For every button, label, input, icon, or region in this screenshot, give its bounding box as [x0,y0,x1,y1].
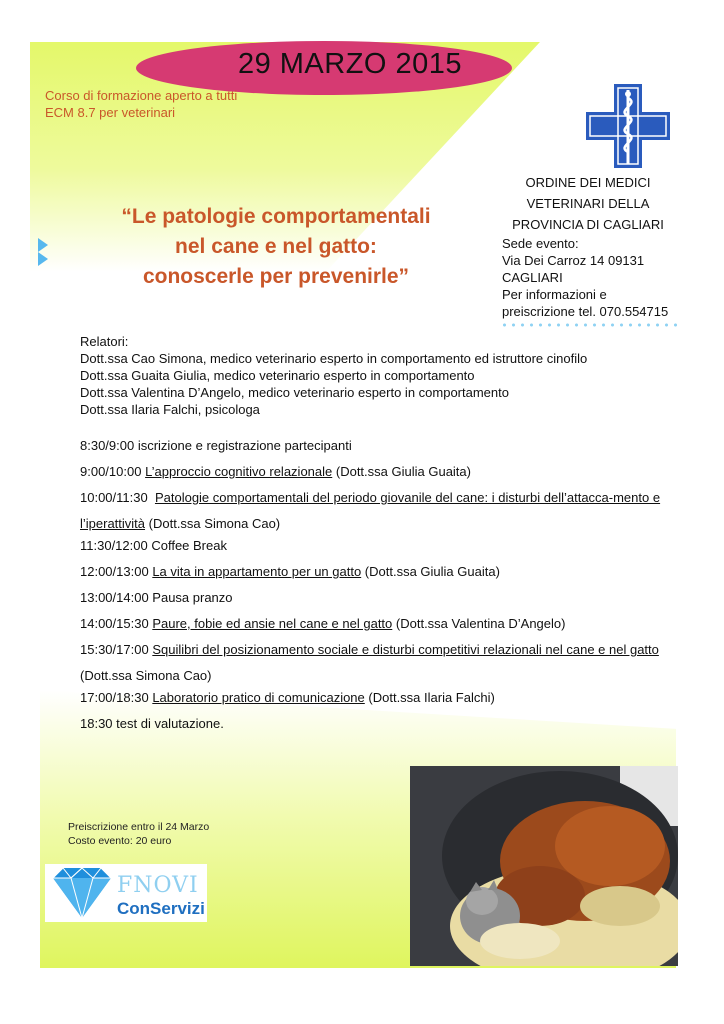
schedule-time: 13:00/14:00 [80,590,149,605]
fnovi-wordmark: FNOVI [117,873,199,898]
schedule-item [80,485,680,537]
event-date: 29 MARZO 2015 [237,48,463,80]
schedule-time: 10:00/11:30 [80,490,148,505]
schedule-time: 14:00/15:30 [80,616,149,631]
schedule-detail: (Dott.ssa Giulia Guaita) [332,464,471,479]
org-line-3: PROVINCIA DI CAGLIARI [512,217,664,232]
title-line-3: conoscerle per prevenirle” [142,265,410,288]
event-cost: Costo evento: 20 euro [68,835,172,847]
event-title [70,202,482,292]
schedule-item [80,537,680,563]
org-line-1: ORDINE DEI MEDICI [525,175,651,190]
course-line-2: ECM 8.7 per veterinari [45,105,176,120]
triangle-bullet-icon [38,252,48,266]
schedule-item [80,689,680,715]
venue-info-line: Per informazioni e [502,287,607,302]
org-line-2: VETERINARI DELLA [526,196,650,211]
schedule-topic: Patologie comportamentali del periodo giovanile del cane: i disturbi dell’attacca-mento e l’iperattività [80,490,661,531]
triangle-bullet-icon [38,238,48,252]
speaker-item: Dott.ssa Valentina D’Angelo, medico veterinario esperto in comportamento [80,385,509,400]
schedule [80,437,680,741]
schedule-detail: (Dott.ssa Valentina D’Angelo) [392,616,566,631]
schedule-topic: Squilibri del posizionamento sociale e disturbi competitivi relazionali nel cane e nel gatto [152,642,659,657]
schedule-time: 18:30 [80,716,113,731]
course-info [45,87,237,121]
speaker-item: Dott.ssa Ilaria Falchi, psicologa [80,402,260,417]
schedule-detail: (Dott.ssa Simona Cao) [145,516,281,531]
schedule-time: 15:30/17:00 [80,642,149,657]
conservizi-wordmark: ConServizi [117,899,205,918]
schedule-time: 12:00/13:00 [80,564,149,579]
venue-info [502,235,702,320]
fnovi-conservizi-logo [45,864,207,922]
dotted-divider [500,323,680,327]
speakers-label: Relatori: [80,334,129,349]
schedule-topic: Laboratorio pratico di comunicazione [152,690,365,705]
schedule-detail: iscrizione e registrazione partecipanti [134,438,352,453]
speakers-section [80,333,587,418]
dog-and-cat-photo [410,766,678,966]
venue-phone: preiscrizione tel. 070.554715 [502,304,669,319]
schedule-detail: (Dott.ssa Ilaria Falchi) [364,690,495,705]
speaker-item: Dott.ssa Cao Simona, medico veterinario esperto in comportamento ed istruttore cinofilo [80,351,588,366]
organization-name [498,172,678,235]
prereg-deadline: Preiscrizione entro il 24 Marzo [68,821,210,833]
schedule-item [80,589,680,615]
schedule-time: 8:30/9:00 [80,438,135,453]
diamond-logo-icon [45,864,207,922]
schedule-detail: (Dott.ssa Giulia Guaita) [361,564,500,579]
veterinary-cross-logo-icon [586,84,670,168]
schedule-item [80,715,680,741]
registration-info [68,820,209,848]
title-line-1: “Le patologie comportamentali [121,205,431,228]
speaker-item: Dott.ssa Guaita Giulia, medico veterinario esperto in comportamento [80,368,475,383]
schedule-item [80,437,680,463]
schedule-topic: La vita in appartamento per un gatto [152,564,362,579]
schedule-detail: Coffee Break [147,538,227,553]
venue-city: CAGLIARI [502,270,563,285]
schedule-topic: L’approccio cognitivo relazionale [145,464,333,479]
schedule-item [80,563,680,589]
schedule-topic: Paure, fobie ed ansie nel cane e nel gatto [152,616,393,631]
schedule-time: 11:30/12:00 [80,538,148,553]
schedule-time: 17:00/18:30 [80,690,149,705]
venue-label: Sede evento: [502,236,579,251]
schedule-detail: test di valutazione. [112,716,224,731]
schedule-item [80,637,680,689]
venue-address: Via Dei Carroz 14 09131 [502,253,645,268]
schedule-detail: Pausa pranzo [148,590,233,605]
course-line-1: Corso di formazione aperto a tutti [45,88,238,103]
title-line-2: nel cane e nel gatto: [175,235,377,258]
schedule-detail: (Dott.ssa Simona Cao) [80,668,212,683]
schedule-time: 9:00/10:00 [80,464,142,479]
